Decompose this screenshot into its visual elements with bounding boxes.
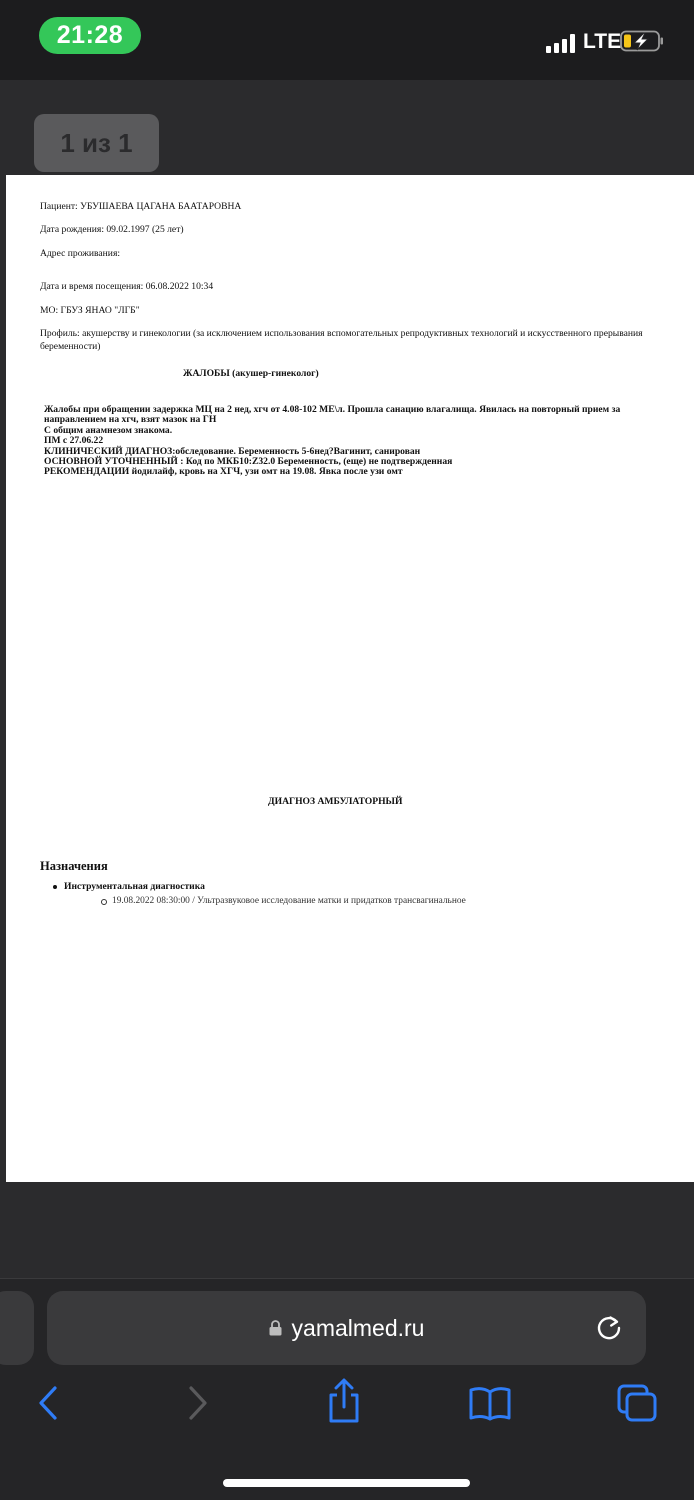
previous-tab[interactable]	[0, 1291, 34, 1365]
diagnosis-heading: ДИАГНОЗ АМБУЛАТОРНЫЙ	[268, 796, 403, 807]
document-page	[6, 175, 694, 1182]
complaints-heading: ЖАЛОБЫ (акушер-гинеколог)	[183, 368, 319, 379]
home-indicator[interactable]	[223, 1479, 470, 1487]
chevron-right-icon	[186, 1385, 210, 1421]
forward-button[interactable]	[178, 1383, 218, 1423]
address: Адрес проживания:	[40, 248, 121, 259]
birth-date: Дата рождения: 09.02.1997 (25 лет)	[40, 224, 184, 235]
complaints-line: ПМ с 27.06.22	[44, 435, 104, 447]
chevron-left-icon	[36, 1385, 60, 1421]
assignments-category: Инструментальная диагностика	[64, 881, 205, 892]
book-icon	[468, 1385, 512, 1421]
assignments-title: Назначения	[40, 859, 108, 873]
page-indicator: 1 из 1	[34, 114, 159, 172]
complaints-block	[44, 405, 684, 478]
patient-name: Пациент: УБУШАЕВА ЦАГАНА БААТАРОВНА	[40, 201, 242, 212]
battery-charging-icon	[620, 30, 664, 52]
complaints-line: ОСНОВНОЙ УТОЧНЕННЫЙ : Код по МКБ10:Z32.0 Беременность, (еще) не подтвержденная	[44, 456, 453, 468]
lock-icon	[269, 1320, 282, 1336]
share-button[interactable]	[322, 1377, 366, 1425]
tabs-icon	[616, 1383, 658, 1423]
browser-toolbar	[0, 1278, 694, 1500]
assignments-item: 19.08.2022 08:30:00 / Ультразвуковое исследование матки и придатков трансвагинальное	[112, 896, 466, 906]
reload-icon[interactable]	[594, 1313, 624, 1343]
back-button[interactable]	[28, 1383, 68, 1423]
cellular-signal-icon	[546, 33, 578, 53]
share-icon	[324, 1378, 364, 1424]
complaints-line: Жалобы при обращении задержка МЦ на 2 нед, хгч от 4.08-102 МЕ\л. Прошла санацию влагалища. Явилась на повторный прием за направлением на хгч, взят мазок на ГН	[44, 404, 621, 426]
complaints-line: КЛИНИЧЕСКИЙ ДИАГНОЗ:обследование. Беременность 5-6нед?Вагинит, санирован	[44, 445, 421, 457]
medical-organization: МО: ГБУЗ ЯНАО "ЛГБ"	[40, 305, 140, 316]
address-bar[interactable]	[47, 1291, 646, 1365]
status-bar	[0, 0, 694, 80]
bookmarks-button[interactable]	[466, 1383, 514, 1423]
complaints-line: С общим анамнезом знакома.	[44, 424, 173, 436]
url-text: yamalmed.ru	[291, 1314, 425, 1341]
status-time[interactable]: 21:28	[39, 17, 141, 54]
visit-datetime: Дата и время посещения: 06.08.2022 10:34	[40, 281, 214, 292]
complaints-line: РЕКОМЕНДАЦИИ йодилайф, кровь на ХГЧ, узи омт на 19.08. Явка после узи омт	[44, 466, 403, 478]
network-type: LTE	[583, 30, 622, 53]
tabs-button[interactable]	[614, 1383, 660, 1423]
profile: Профиль: акушерству и гинекологии (за исключением использования вспомогательных репродуктивных технологий и искусственного прерывания беременности)	[40, 328, 643, 352]
